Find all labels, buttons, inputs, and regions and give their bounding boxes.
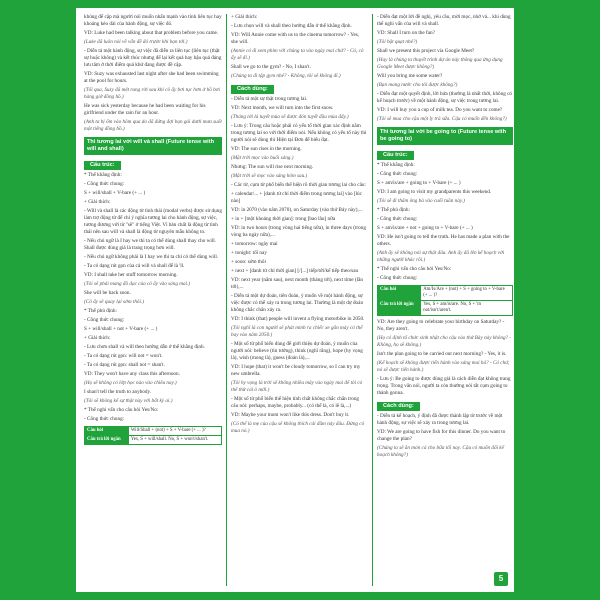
example-text: VD: Shall I turn on the fan? bbox=[377, 30, 435, 36]
table-row bbox=[85, 427, 222, 436]
example-text: VD: The sun rises in the morning. bbox=[231, 146, 302, 152]
rule-line: * Thể nghi vấn cho câu hỏi Yes/No: bbox=[377, 266, 452, 272]
subheading-structure: Cấu trúc: bbox=[84, 161, 121, 170]
example-text: Shall we present this project via Google Meet? bbox=[377, 48, 475, 54]
example-text: I shan't tell the truth to anybody. bbox=[84, 389, 152, 395]
translation-text: (Hay là chúng ta thuyết trình dự án này thông qua ứng dụng Google Meet được không?) bbox=[377, 57, 503, 70]
paragraph: + tomorrow: ngày mai bbox=[231, 241, 278, 247]
question-form-table bbox=[377, 285, 513, 316]
paragraph: - Will và shall là các động từ tình thái (modal verbs) được sử dụng làm trợ động từ để chỉ ý nghĩa tương lai cho hành động, sự việc, tương đương với từ "sẽ" ở tiếng Việt. Vì bản chất là động từ tình thái nên sau will và shall là động từ nguyên mẫu không to. bbox=[84, 208, 222, 235]
example-text: VD: I will buy you a cup of milk tea. Do you want to come? bbox=[377, 107, 503, 113]
example-text: VD: They won't have any class this afternoon. bbox=[84, 371, 180, 377]
translation-text: (Tôi sẽ không kể sự thật này với bất kỳ ai.) bbox=[84, 398, 173, 404]
table-cell-key: Câu trả lời ngắn bbox=[85, 436, 129, 445]
section-heading: Thì tương lai với will và shall (Future tense with will and shall) bbox=[84, 137, 222, 155]
example-text: She will be back soon. bbox=[84, 290, 131, 296]
translation-text: (Tôi sẽ mua cho cậu một ly trà sữa. Cậu có muốn đến không?) bbox=[377, 116, 507, 122]
paragraph: - Các từ, cụm từ phổ biến thể hiện rõ thời gian tương lai cho câu: bbox=[231, 182, 366, 188]
rule-line: - Công thức chung: bbox=[84, 317, 125, 323]
rule-line: + Giải thích: bbox=[84, 199, 111, 205]
paragraph: - Nếu chủ ngữ là I hay we thì ta có thể dùng shall thay cho will. Shall được dùng giả là trang trọng hơn will. bbox=[84, 238, 217, 251]
table-row bbox=[85, 436, 222, 445]
rule-line: * Thể khẳng định: bbox=[377, 162, 415, 168]
example-text: VD: Suzy was exhausted last night after she had been swimming at the pool for hours. bbox=[84, 71, 219, 84]
column-3 bbox=[372, 14, 513, 586]
translation-text: (Chúng ta sẽ ăn món cá cho bữa tối nay. Cậu có muốn đổi kế hoạch không?) bbox=[377, 445, 504, 458]
example-text: VD: I shall take her stuff tomorrow morning. bbox=[84, 272, 178, 278]
example-text: VD: in 2070 (vào năm 2070), on Saturday (vào thứ Bảy này),... bbox=[231, 207, 363, 213]
translation-text: (Tháng tới là tuyết mùa sẽ được đón tuyết đầu mùa đấy.) bbox=[231, 114, 349, 120]
paragraph: - Diễn tả một hành động, sự việc đã diễn ra liên tục (liên tục (thật sự hoặc không) và kết thúc nhưng để lại kết quả hay hậu quả đáng lưu tâm ở thời điểm quá khứ đang được đề cập. bbox=[84, 48, 222, 68]
example-text: VD: Maybe your mom won't like this dress. Don't buy it. bbox=[231, 412, 350, 418]
rule-line: - Công thức chung: bbox=[377, 216, 418, 222]
paragraph: + next + [danh từ chỉ thời gian] [/[...] tiếp/tới/kế tiếp theo/sau bbox=[231, 268, 359, 274]
translation-text: (Cô ấy sẽ quay lại sớm thôi.) bbox=[84, 299, 144, 305]
example-text: Will you bring me some water? bbox=[377, 73, 443, 79]
translation-text: (Bạn mang nước cho tôi được không?) bbox=[377, 82, 458, 88]
translation-text: (Tôi hy vọng là trời sẽ không nhiều mây vào ngày mai để tôi có thể thử cái ô mới.) bbox=[231, 380, 363, 393]
translation-text: (Tôi sẽ đi thăm ông bà vào cuối tuần này.) bbox=[377, 198, 465, 204]
translation-text: (Anh ta bị ốm vào hôm qua do đã đứng đợi bạn gái dưới mưa suốt một tiếng đồng hồ.) bbox=[84, 119, 222, 132]
translation-text: (Tôi bật quạt nhé?) bbox=[377, 39, 418, 45]
rule-line: * Thể khẳng định: bbox=[84, 172, 122, 178]
example-text: Shall we go to the gym? - No, I shan't. bbox=[231, 64, 311, 70]
formula-line: S + will/shall + not + V-bare (+ ... ) bbox=[84, 326, 158, 332]
rule-line: + Giải thích: bbox=[84, 335, 111, 341]
example-text: VD: I am going to visit my grandparents this weekend. bbox=[377, 189, 492, 195]
subheading-structure: Cấu trúc: bbox=[377, 151, 414, 160]
paragraph: - Lưu chơn shall và will theo hướng dẫn ở thể khẳng định. bbox=[84, 344, 205, 350]
translation-text: (Tối qua, Suzy đã mệt rung rời sau khi cô ấy bơi tục hơn ở hồ bơi hàng giờ đồng hồ.) bbox=[84, 87, 220, 100]
example-text: VD: in two hours (trong vòng hai tiếng nữa), in three days (trong vòng ba ngày nữa),... bbox=[231, 225, 366, 238]
translation-text: (Anh ấy sẽ không nói sự thật đâu. Anh ấy đã lên kế hoạch với những người khác rồi.) bbox=[377, 250, 505, 263]
paragraph: - Diễn đạt một quyết định, lời hứa (thường là nhất thời, không có kế hoạch trước) về một hành động, sự việc trong tương lai. bbox=[377, 91, 513, 104]
paragraph: - Lưu chọn will và shall theo hướng dẫn ở thể khẳng định. bbox=[231, 23, 352, 29]
translation-text: (Tôi sẽ phải mang đồ đạc của cô ấy vào sáng mai.) bbox=[84, 281, 191, 287]
paragraph: + tonight: tối nay bbox=[231, 250, 267, 256]
example-text: VD: I hope (that) it won't be cloudy tomorrow, so I can try my new umbrella. bbox=[231, 364, 361, 377]
translation-text: (Tôi nghĩ là con người sẽ phát minh ra chiếc xe gắn máy có thể bay vào năm 2050.) bbox=[231, 325, 363, 338]
example-text: Isn't the plan going to be carried out next morning? - Yes, it is. bbox=[377, 351, 507, 357]
rule-line: * Thể nghi vấn cho câu hỏi Yes/No: bbox=[84, 407, 159, 413]
question-form-table bbox=[84, 426, 222, 445]
translation-text: (Luke đã luôn nói về vấn đề đó trước khi bạn tới.) bbox=[84, 39, 188, 45]
formula-line: S + am/is/are + going to + V-bare (+ ... ) bbox=[377, 180, 461, 186]
rule-line: - Công thức chung: bbox=[377, 275, 418, 281]
translation-text: (Annie có đi xem phim với chúng ta vào ngày mai chứ? - Có, cô ấy sẽ đi.) bbox=[231, 48, 364, 61]
example-text: VD: I think (that) people will invent a flying motorbike in 2050. bbox=[231, 316, 365, 322]
paragraph: - Diễn tả một dự đoán, tiên đoán, ý muốn về một hành động, sự việc được có thể xảy ra trong tương lai. Thường là một dự đoán không chắc chắn xảy ra. bbox=[231, 293, 364, 313]
page-number: 5 bbox=[494, 572, 508, 586]
example-text: He was sick yesterday because he had been waiting for his girlfriend under the rain for an hour. bbox=[84, 103, 206, 116]
column-2 bbox=[226, 14, 367, 586]
translation-text: (Họ sẽ không có lớp học nào vào chiều nay.) bbox=[84, 380, 177, 386]
paragraph: - Diễn tả kế hoạch, ý định đã được thành lập từ trước về một hành động, sự việc sẽ xảy ra trong tương lai. bbox=[377, 413, 503, 426]
example-text: VD: He isn't going to tell the truth. He has made a plan with the others. bbox=[377, 234, 510, 247]
example-text: VD: Will Annie come with us to the cinema tomorrow? - Yes, she will. bbox=[231, 32, 360, 45]
paragraph: - Diễn đạt một lời đề nghị, yêu cầu, mời mọc, nhờ vả... khi dùng thể nghi vấn của will và shall. bbox=[377, 14, 511, 27]
translation-text: (Kế hoạch sẽ không được tiến hành vào sáng mai hả? - Có chứ, nó sẽ được tiến hành.) bbox=[377, 360, 510, 373]
paragraph: - Lưu ý: Be going to được dùng giả là cách diễn đạt không trang trọng. Trong văn nói, người ta còn thường nói tắt cụm going to thành gonna. bbox=[377, 376, 511, 396]
table-row bbox=[378, 301, 513, 316]
example-text: VD: Luke had been talking about that problem before you came. bbox=[84, 30, 219, 36]
subheading-usage: Cách dùng: bbox=[377, 402, 420, 411]
translation-text: (Mặt trời sẽ mọc vào sáng hôm sau.) bbox=[231, 173, 308, 179]
paragraph: + soon: sớm thôi bbox=[231, 259, 266, 265]
paragraph: - Diễn tả một sự thật trong tương lai. bbox=[231, 96, 308, 102]
subheading-usage: Cách dùng: bbox=[231, 85, 274, 94]
paragraph: - Ta có dạng rút gọn: shall not = shan't. bbox=[84, 362, 165, 368]
paragraph: - Một số từ phổ biến dùng để giới thiệu dự đoán, ý muốn của người nói: believe (tin tưởng), think (nghĩ rằng), hope (hy vọng là), wish (mong là), guess (đoán là),... bbox=[231, 341, 363, 361]
translation-text: (Có thể là mẹ của cậu sẽ không thích cái đầm này đâu. Đừng có mua nó.) bbox=[231, 421, 365, 434]
rule-line: * Thể phủ định: bbox=[84, 308, 117, 314]
example-text: VD: We are going to have fish for this dinner. Do you want to change the plan? bbox=[377, 429, 506, 442]
translation-text: (Họ có định tổ chức sinh nhật cho cậu vào thứ Bảy này không? - Không, họ sẽ không.) bbox=[377, 335, 512, 348]
paragraph: - Lưu ý: Trong câu hoặc phải có yếu tố thời gian xác định nằm trong tương lai so với thời điểm nói. Nếu không có yếu tố này thì người nói sẽ dùng thì Hiện tại Đơn để biểu đạt. bbox=[231, 123, 367, 143]
table-cell-value: Yes, S + am/is/are. No, S + 'm not/isn't/aren't. bbox=[421, 301, 513, 316]
translation-text: (Mặt trời mọc vào buổi sáng.) bbox=[231, 155, 294, 161]
table-cell-value: Am/Is/Are + (not) + S + going to + V-bare (+ ... )? bbox=[421, 286, 513, 301]
paragraph: khủng để cập mà người nói muốn nhấn mạnh vào tính liên tục hay khoảng kéo dài của hành động, sự việc đó. bbox=[84, 14, 222, 27]
paragraph: - Ta có dạng rút gọn của cả will và shall để là 'll. bbox=[84, 263, 185, 269]
rule-line: - Công thức chung: bbox=[84, 416, 125, 422]
example-text: VD: Are they going to celebrate your birthday on Saturday? - No, they aren't. bbox=[377, 319, 505, 332]
example-text: VD: next year (năm sau), next month (tháng tới), next time (lần tới),... bbox=[231, 277, 363, 290]
table-cell-key: Câu hỏi bbox=[378, 286, 421, 301]
paragraph: - Một số từ phổ biến thể hiện tính chất không chắc chắn trong câu nói: perhaps, maybe, probably... (có thể là, có lẽ là,...) bbox=[231, 396, 360, 409]
paragraph: - Ta có dạng rút gọn: will not = won't. bbox=[84, 353, 163, 359]
paragraph: - Nếu chủ ngữ không phải là I hay we thì ta chỉ có thể dùng will. bbox=[84, 254, 219, 260]
formula-line: S + am/is/are + not + going to + V-bare (+ ... ) bbox=[377, 225, 473, 231]
paragraph: + calendar/... + [danh từ chỉ thời điểm trong tương lai] vào [lúc nào] bbox=[231, 191, 362, 204]
column-1 bbox=[84, 14, 222, 586]
table-cell-value: Yes, S + will/shall. No, S + won't/shan't. bbox=[128, 436, 221, 445]
section-heading: Thì tương lai với be going to (Future tense with be going to) bbox=[377, 127, 513, 145]
translation-text: (Chúng ta đi tập gym nhé? - Không, tôi sẽ không đi.) bbox=[231, 73, 341, 79]
rule-line: - Công thức chung: bbox=[377, 171, 418, 177]
rule-line: - Công thức chung: bbox=[84, 181, 125, 187]
table-cell-key: Câu hỏi bbox=[85, 427, 129, 436]
table-cell-value: Will/Shall + (not) + S + V-bare (+ ... )? bbox=[128, 427, 221, 436]
table-cell-key: Câu trả lời ngắn bbox=[378, 301, 421, 316]
rule-line: * Thể phủ định: bbox=[377, 207, 410, 213]
example-text: Nhưng: The sun will rise next morning. bbox=[231, 164, 314, 170]
formula-line: S + will/shall + V-bare (+ ... ) bbox=[84, 190, 146, 196]
rule-line: + Giải thích: bbox=[231, 14, 258, 20]
table-row bbox=[378, 286, 513, 301]
paragraph: + in + [một khoảng thời gian]: trong [bao lâu] nữa bbox=[231, 216, 336, 222]
document-sheet bbox=[76, 8, 514, 592]
example-text: VD: Next month, we will turn into the first snow. bbox=[231, 105, 334, 111]
